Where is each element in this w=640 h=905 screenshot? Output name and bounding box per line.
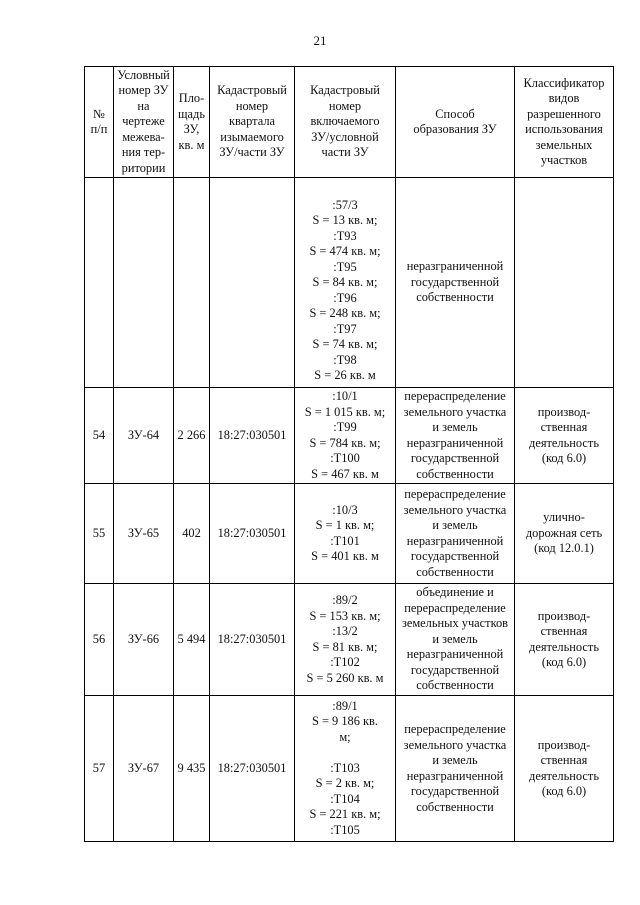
text-line: деятельность (529, 639, 599, 654)
text-line: S = 9 186 кв. (311, 714, 379, 729)
text-line: производ- (537, 608, 591, 623)
text-line: части ЗУ (321, 145, 369, 160)
text-line: и земель (432, 420, 478, 434)
text-line: изымаемого (220, 129, 284, 144)
text-line: :Т104 (330, 791, 360, 806)
text-line: участков (540, 153, 588, 167)
text-line: Кадастровый (217, 83, 287, 98)
text-line: собственности (416, 799, 494, 814)
text-line: S = 26 кв. м (314, 368, 376, 382)
text-line: S = 13 кв. м; (312, 213, 378, 227)
table-row (85, 484, 614, 584)
text-line: S = 784 кв. м; (309, 435, 381, 450)
text-line: номер (235, 98, 269, 113)
text-line: неразграниченной (406, 435, 504, 450)
text-line: (код 6.0) (541, 655, 587, 669)
text-line: :Т97 (333, 321, 357, 336)
text-line: :89/1 (332, 698, 358, 713)
text-line: Пло- (178, 91, 205, 105)
text-line: щадь (178, 106, 205, 121)
row-number-cell: 55 (85, 484, 114, 584)
text-line: :Т100 (330, 451, 360, 465)
text-line: :Т105 (330, 822, 360, 837)
area-cell (174, 178, 210, 388)
text-line: кв. м (178, 137, 205, 152)
text-line: S = 474 кв. м; (309, 244, 381, 258)
text-line: на (137, 98, 150, 113)
text-line: :10/1 (332, 389, 358, 403)
text-line: :Т93 (333, 228, 357, 243)
text-line: S = 1 015 кв. м; (304, 404, 386, 419)
table-row (85, 584, 614, 696)
text-line: Способ (435, 106, 475, 121)
text-line: государственной (410, 451, 500, 465)
text-line: и земель (432, 631, 478, 646)
text-line: видов (548, 91, 580, 105)
text-line: :Т102 (330, 655, 360, 669)
quarter-cell: 18:27:030501 (210, 696, 295, 842)
plot-id-cell: ЗУ-65 (114, 484, 174, 584)
text-line: разрешенного (527, 106, 601, 121)
text-line: образования ЗУ (413, 122, 497, 136)
classifier-cell (515, 584, 614, 696)
text-line: квартала (228, 114, 276, 129)
text-line: объединение и (416, 585, 494, 600)
text-line (296, 745, 394, 761)
classifier-cell (515, 484, 614, 584)
header-cell (396, 67, 515, 178)
formation-method-cell (396, 696, 515, 842)
text-line: S = 2 кв. м; (315, 776, 375, 791)
text-line: S = 74 кв. м; (312, 337, 378, 351)
text-line: ственная (540, 624, 588, 638)
text-line: S = 467 кв. м (311, 466, 379, 481)
text-line: перераспределение (404, 487, 506, 501)
text-line: дорожная сеть (525, 525, 603, 540)
text-line: :Т96 (333, 290, 357, 305)
table-row (85, 696, 614, 842)
text-line: государственной (410, 274, 500, 289)
text-line: производ- (537, 404, 591, 419)
text-line: № (93, 106, 105, 121)
included-cadastral-cell (295, 696, 396, 842)
formation-method-cell (396, 178, 515, 388)
text-line: собственности (416, 290, 494, 305)
text-line: перераспределение (404, 722, 506, 736)
text-line: неразграниченной (406, 533, 504, 548)
text-line: межева- (122, 129, 165, 144)
text-line: S = 1 кв. м; (315, 518, 375, 532)
table-header-row (85, 67, 614, 178)
text-line: неразграниченной (406, 647, 504, 662)
text-line: :Т101 (330, 533, 360, 548)
header-cell (515, 67, 614, 178)
plot-id-cell: ЗУ-66 (114, 584, 174, 696)
text-line: чертеже (122, 114, 165, 129)
text-line: (код 6.0) (541, 451, 587, 465)
row-number-cell (85, 178, 114, 388)
text-line: ЗУ/условной (311, 129, 379, 144)
text-line: :10/3 (332, 502, 358, 517)
text-line: ритории (121, 160, 166, 175)
row-number-cell: 54 (85, 388, 114, 484)
text-line: неразграниченной (406, 259, 504, 274)
text-line: Классификатор (523, 75, 605, 90)
area-cell: 9 435 (174, 696, 210, 842)
text-line: государственной (410, 784, 500, 798)
area-cell: 402 (174, 484, 210, 584)
text-line: деятельность (529, 768, 599, 783)
text-line: производ- (537, 737, 591, 752)
text-line: перераспределение (404, 389, 506, 403)
text-line: и земель (432, 753, 478, 767)
text-line: (код 6.0) (541, 784, 587, 798)
text-line: ЗУ/части ЗУ (219, 145, 285, 160)
plot-id-cell (114, 178, 174, 388)
classifier-cell (515, 696, 614, 842)
text-line: :Т95 (333, 259, 357, 274)
row-number-cell: 57 (85, 696, 114, 842)
page-number: 21 (313, 33, 327, 48)
formation-method-cell (396, 584, 515, 696)
text-line: :57/3 (332, 197, 358, 212)
included-cadastral-cell (295, 388, 396, 484)
text-line: собственности (416, 564, 494, 579)
text-line: (код 12.0.1) (534, 541, 594, 556)
included-cadastral-cell (295, 178, 396, 388)
text-line: и земель (432, 518, 478, 532)
plot-id-cell: ЗУ-64 (114, 388, 174, 484)
text-line: S = 401 кв. м (311, 549, 379, 563)
text-line: земельного участка (403, 737, 507, 752)
header-cell (295, 67, 396, 178)
header-cell (174, 67, 210, 178)
text-line: Условный (117, 67, 170, 82)
text-line: земельного участка (403, 502, 507, 517)
plot-id-cell: ЗУ-67 (114, 696, 174, 842)
text-line: :89/2 (332, 593, 358, 607)
table-row (85, 388, 614, 484)
row-number-cell: 56 (85, 584, 114, 696)
text-line: земельных (535, 137, 593, 152)
table-row (85, 178, 614, 388)
text-line: :Т103 (330, 760, 360, 775)
classifier-cell (515, 388, 614, 484)
quarter-cell (210, 178, 295, 388)
quarter-cell: 18:27:030501 (210, 388, 295, 484)
area-cell: 2 266 (174, 388, 210, 484)
text-line: S = 221 кв. м; (309, 807, 381, 822)
text-line: :Т99 (333, 420, 357, 434)
text-line: земельных участков (401, 616, 509, 631)
text-line: ственная (540, 753, 588, 767)
text-line: ственная (540, 420, 588, 434)
text-line: S = 248 кв. м; (309, 306, 381, 320)
quarter-cell: 18:27:030501 (210, 484, 295, 584)
text-line: использования (525, 122, 603, 136)
text-line: ЗУ, (183, 122, 200, 136)
text-line: собственности (416, 466, 494, 481)
header-cell (210, 67, 295, 178)
text-line: улично- (543, 510, 585, 525)
text-line: государственной (410, 662, 500, 677)
text-line: S = 81 кв. м; (312, 639, 378, 654)
text-line: S = 5 260 кв. м (306, 670, 384, 685)
header-cell (85, 67, 114, 178)
text-line: деятельность (529, 435, 599, 450)
included-cadastral-cell (295, 584, 396, 696)
text-line: :13/2 (332, 624, 358, 638)
text-line: государственной (410, 549, 500, 563)
quarter-cell: 18:27:030501 (210, 584, 295, 696)
text-line: перераспределение (404, 600, 506, 615)
text-line: :Т98 (333, 352, 357, 367)
text-line: Кадастровый (310, 83, 380, 98)
header-cell (114, 67, 174, 178)
area-cell: 5 494 (174, 584, 210, 696)
classifier-cell (515, 178, 614, 388)
land-plots-table (84, 66, 614, 842)
text-line: неразграниченной (406, 768, 504, 783)
included-cadastral-cell (295, 484, 396, 584)
text-line: номер (328, 98, 362, 113)
text-line: номер ЗУ (118, 83, 169, 98)
text-line: п/п (90, 122, 108, 136)
text-line: S = 84 кв. м; (312, 275, 378, 289)
text-line: собственности (416, 678, 494, 693)
formation-method-cell (396, 388, 515, 484)
text-line: S = 153 кв. м; (309, 608, 381, 623)
text-line: ния тер- (121, 145, 166, 160)
formation-method-cell (396, 484, 515, 584)
text-line: земельного участка (403, 404, 507, 419)
text-line: м; (339, 729, 351, 744)
text-line: включаемого (310, 114, 380, 129)
